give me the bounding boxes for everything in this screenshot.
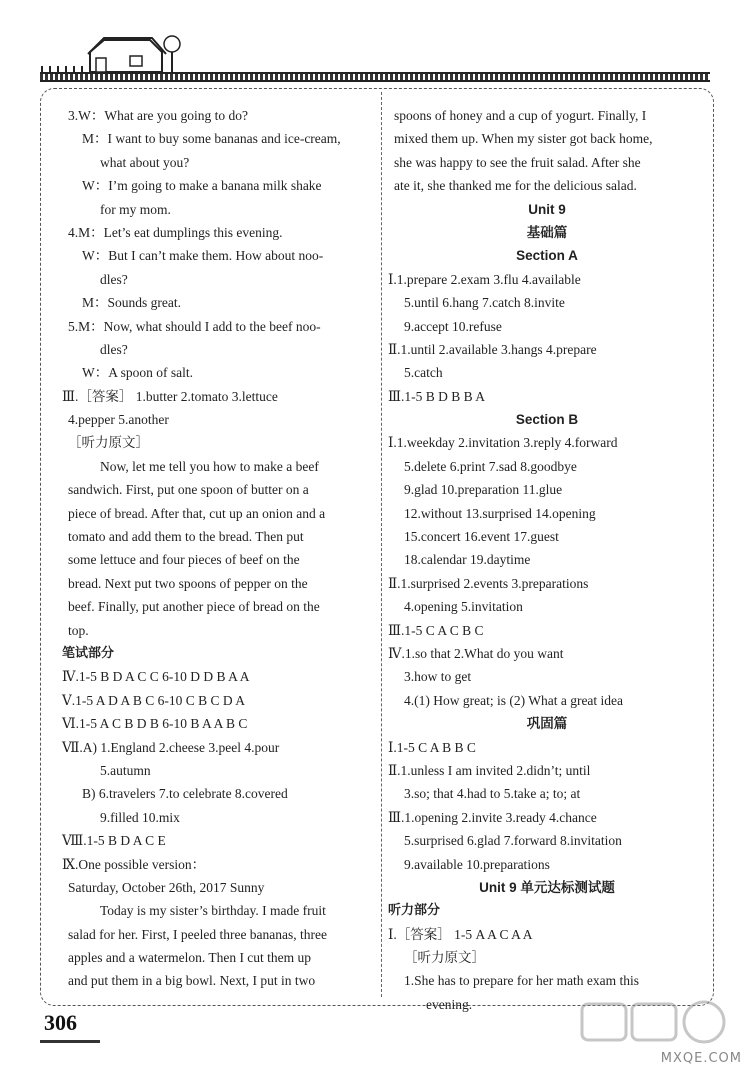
right-line: spoons of honey and a cup of yogurt. Finally, I — [394, 108, 647, 123]
left-line: top. — [68, 622, 89, 638]
right-line: 5.delete 6.print 7.sad 8.goodbye — [404, 458, 577, 474]
left-line: W：A spoon of salt. — [82, 365, 193, 381]
right-line: 听力部分 — [388, 903, 441, 919]
right-line: Unit 9 — [528, 201, 566, 217]
left-line: Ⅸ.One possible version： — [62, 856, 206, 872]
right-line: ate it, she thanked me for the delicious salad. — [394, 178, 637, 194]
right-line: 18.calendar 19.daytime — [404, 552, 531, 568]
right-line: 3.so; that 4.had to 5.take a; to; at — [404, 786, 581, 802]
left-line: dles? — [100, 271, 128, 287]
right-line: 15.concert 16.event 17.guest — [404, 529, 559, 545]
left-line: Ⅶ.A) 1.England 2.cheese 3.peel 4.pour — [62, 739, 280, 755]
left-line: 笔试部分 — [62, 645, 115, 661]
left-line: some lettuce and four pieces of beef on the — [68, 552, 300, 568]
watermark-text: MXQE.COM — [660, 1051, 742, 1066]
left-line: dles? — [100, 341, 128, 357]
left-line: tomato and add them to the bread. Then put — [68, 529, 304, 545]
left-line: Ⅲ.［答案］ 1.butter 2.tomato 3.lettuce — [62, 388, 278, 404]
right-line: Section B — [515, 412, 579, 428]
right-line: ［听力原文］ — [404, 950, 485, 966]
left-line: Ⅷ.1-5 B D A C E — [62, 833, 166, 849]
right-line: 巩固篇 — [526, 716, 568, 732]
right-line: 1.She has to prepare for her math exam this — [404, 973, 640, 989]
right-line: Ⅰ.1-5 C A B B C — [388, 739, 476, 755]
left-line: B) 6.travelers 7.to celebrate 8.covered — [82, 786, 288, 802]
right-line: 9.available 10.preparations — [404, 856, 550, 872]
right-line: Ⅲ.1-5 B D B B A — [388, 388, 486, 404]
right-line: 9.glad 10.preparation 11.glue — [404, 482, 563, 498]
left-line: salad for her. First, I peeled three bananas, three — [68, 926, 328, 942]
right-line: Ⅱ.1.unless I am invited 2.didn’t; until — [388, 762, 591, 778]
right-line: Ⅱ.1.until 2.available 3.hangs 4.prepare — [388, 341, 597, 357]
right-line: 9.accept 10.refuse — [404, 318, 502, 334]
header-rule — [40, 72, 710, 82]
left-line: W：But I can’t make them. How about noo- — [82, 248, 324, 264]
left-line: M：Sounds great. — [82, 295, 181, 311]
right-line: Ⅲ.1-5 C A C B C — [388, 622, 484, 638]
left-line: ［听力原文］ — [68, 435, 149, 451]
right-line: 4.opening 5.invitation — [404, 599, 523, 615]
right-line: 12.without 13.surprised 14.opening — [404, 505, 596, 521]
right-line: 3.how to get — [404, 669, 472, 685]
left-line: 5.M：Now, what should I add to the beef noo- — [68, 318, 321, 334]
left-line: Ⅴ.1-5 A D A B C 6-10 C B C D A — [62, 692, 246, 708]
left-line: 4.pepper 5.another — [68, 412, 169, 428]
right-line: 基础篇 — [526, 224, 568, 240]
left-line: Now, let me tell you how to make a beef — [100, 458, 319, 474]
left-line: beef. Finally, put another piece of bread on the — [68, 599, 320, 615]
right-line: 5.catch — [404, 365, 443, 381]
left-line: M：I want to buy some bananas and ice-cream, — [82, 131, 341, 147]
left-line: for my mom. — [100, 201, 171, 217]
right-line: mixed them up. When my sister got back home, — [394, 131, 653, 147]
right-line: evening. — [426, 996, 473, 1012]
page-number-underline — [40, 1040, 100, 1043]
left-line: Saturday, October 26th, 2017 Sunny — [68, 879, 265, 895]
left-line: 5.autumn — [100, 762, 151, 778]
right-column — [388, 104, 706, 1016]
left-line: bread. Next put two spoons of pepper on the — [68, 575, 308, 591]
right-line: 4.(1) How great; is (2) What a great idea — [404, 692, 624, 708]
right-line: Ⅰ.1.prepare 2.exam 3.flu 4.available — [388, 271, 581, 287]
left-line: apples and a watermelon. Then I cut them up — [68, 950, 312, 966]
left-line: and put them in a big bowl. Next, I put in two — [68, 973, 316, 989]
left-line: 4.M：Let’s eat dumplings this evening. — [68, 224, 283, 240]
page-number: 306 — [44, 1010, 77, 1035]
right-line: Ⅰ.［答案］ 1-5 A A C A A — [388, 926, 533, 942]
left-line: Today is my sister’s birthday. I made fruit — [100, 903, 326, 919]
right-line: Ⅱ.1.surprised 2.events 3.preparations — [388, 575, 589, 591]
left-line: Ⅵ.1-5 A C B D B 6-10 B A A B C — [62, 716, 248, 732]
right-line: Ⅲ.1.opening 2.invite 3.ready 4.chance — [388, 809, 597, 825]
left-line: sandwich. First, put one spoon of butter on a — [68, 482, 309, 498]
left-column — [62, 104, 366, 993]
left-line: Ⅳ.1-5 B D A C C 6-10 D D B A A — [62, 669, 250, 685]
right-line: Ⅰ.1.weekday 2.invitation 3.reply 4.forward — [388, 435, 618, 451]
right-line: 5.surprised 6.glad 7.forward 8.invitation — [404, 833, 622, 849]
left-line: piece of bread. After that, cut up an onion and a — [68, 505, 326, 521]
right-line: Unit 9 单元达标测试题 — [479, 879, 615, 895]
right-line: Section A — [516, 248, 578, 264]
left-line: what about you? — [100, 154, 190, 170]
left-line: 3.W：What are you going to do? — [68, 108, 248, 123]
left-line: 9.filled 10.mix — [100, 809, 180, 825]
right-line: 5.until 6.hang 7.catch 8.invite — [404, 295, 565, 311]
column-divider — [381, 92, 382, 997]
left-line: W：I’m going to make a banana milk shake — [82, 178, 322, 194]
right-line: she was happy to see the fruit salad. After she — [394, 154, 641, 170]
right-line: Ⅳ.1.so that 2.What do you want — [388, 645, 564, 661]
